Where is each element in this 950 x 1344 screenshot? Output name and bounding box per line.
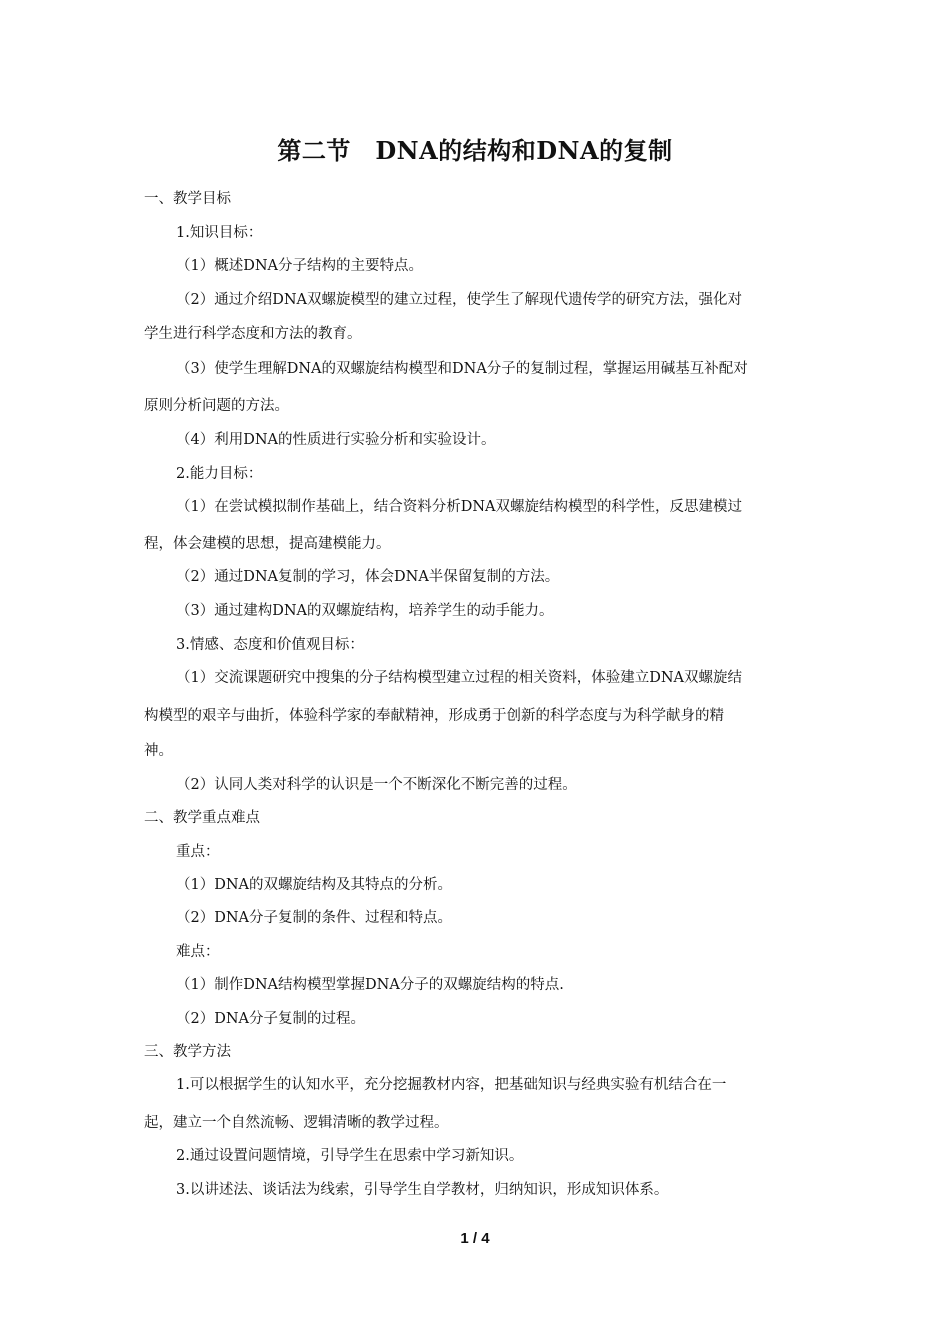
paragraph-continuation: 学生进行科学态度和方法的教育。 [144, 326, 362, 342]
paragraph: 3.以讲述法、谈话法为线索，引导学生自学教材，归纳知识，形成知识体系。 [176, 1182, 669, 1198]
subheading-knowledge: 1.知识目标： [176, 225, 263, 241]
paragraph: （2）通过DNA复制的学习，体会DNA半保留复制的方法。 [176, 569, 560, 585]
paragraph-continuation: 构模型的艰辛与曲折，体验科学家的奉献精神，形成勇于创新的科学态度与为科学献身的精 [144, 708, 724, 724]
paragraph: （3）通过建构DNA的双螺旋结构，培养学生的动手能力。 [176, 603, 554, 619]
label-difficulty: 难点： [176, 944, 220, 960]
paragraph: （2）认同人类对科学的认识是一个不断深化不断完善的过程。 [176, 777, 577, 793]
paragraph: （3）使学生理解DNA的双螺旋结构模型和DNA分子的复制过程，掌握运用碱基互补配对 [176, 361, 748, 377]
paragraph: 1.可以根据学生的认知水平，充分挖掘教材内容，把基础知识与经典实验有机结合在一 [176, 1077, 727, 1093]
paragraph-continuation: 起，建立一个自然流畅、逻辑清晰的教学过程。 [144, 1115, 449, 1131]
paragraph: 2.通过设置问题情境，引导学生在思索中学习新知识。 [176, 1148, 524, 1164]
paragraph: （1）DNA的双螺旋结构及其特点的分析。 [176, 877, 453, 893]
paragraph: （4）利用DNA的性质进行实验分析和实验设计。 [176, 432, 496, 448]
paragraph: （1）交流课题研究中搜集的分子结构模型建立过程的相关资料，体验建立DNA双螺旋结 [176, 670, 743, 686]
paragraph-continuation: 程，体会建模的思想，提高建模能力。 [144, 536, 391, 552]
document-title: 第二节 DNA的结构和DNA的复制 [277, 136, 673, 165]
section-heading-key-points: 二、教学重点难点 [144, 810, 260, 826]
subheading-ability: 2.能力目标： [176, 466, 263, 482]
paragraph-continuation: 原则分析问题的方法。 [144, 398, 289, 414]
paragraph: （2）通过介绍DNA双螺旋模型的建立过程，使学生了解现代遗传学的研究方法，强化对 [176, 292, 743, 308]
paragraph: （2）DNA分子复制的条件、过程和特点。 [176, 910, 453, 926]
label-focus: 重点： [176, 844, 220, 860]
paragraph-continuation: 神。 [144, 743, 173, 759]
section-heading-methods: 三、教学方法 [144, 1044, 231, 1060]
paragraph: （1）在尝试模拟制作基础上，结合资料分析DNA双螺旋结构模型的科学性，反思建模过 [176, 499, 743, 515]
section-heading-goals: 一、教学目标 [144, 191, 231, 207]
page-number: 1 / 4 [460, 1230, 490, 1247]
paragraph: （1）制作DNA结构模型掌握DNA分子的双螺旋结构的特点. [176, 977, 564, 993]
paragraph: （1）概述DNA分子结构的主要特点。 [176, 258, 424, 274]
subheading-emotion: 3.情感、态度和价值观目标： [176, 637, 364, 653]
paragraph: （2）DNA分子复制的过程。 [176, 1011, 366, 1027]
